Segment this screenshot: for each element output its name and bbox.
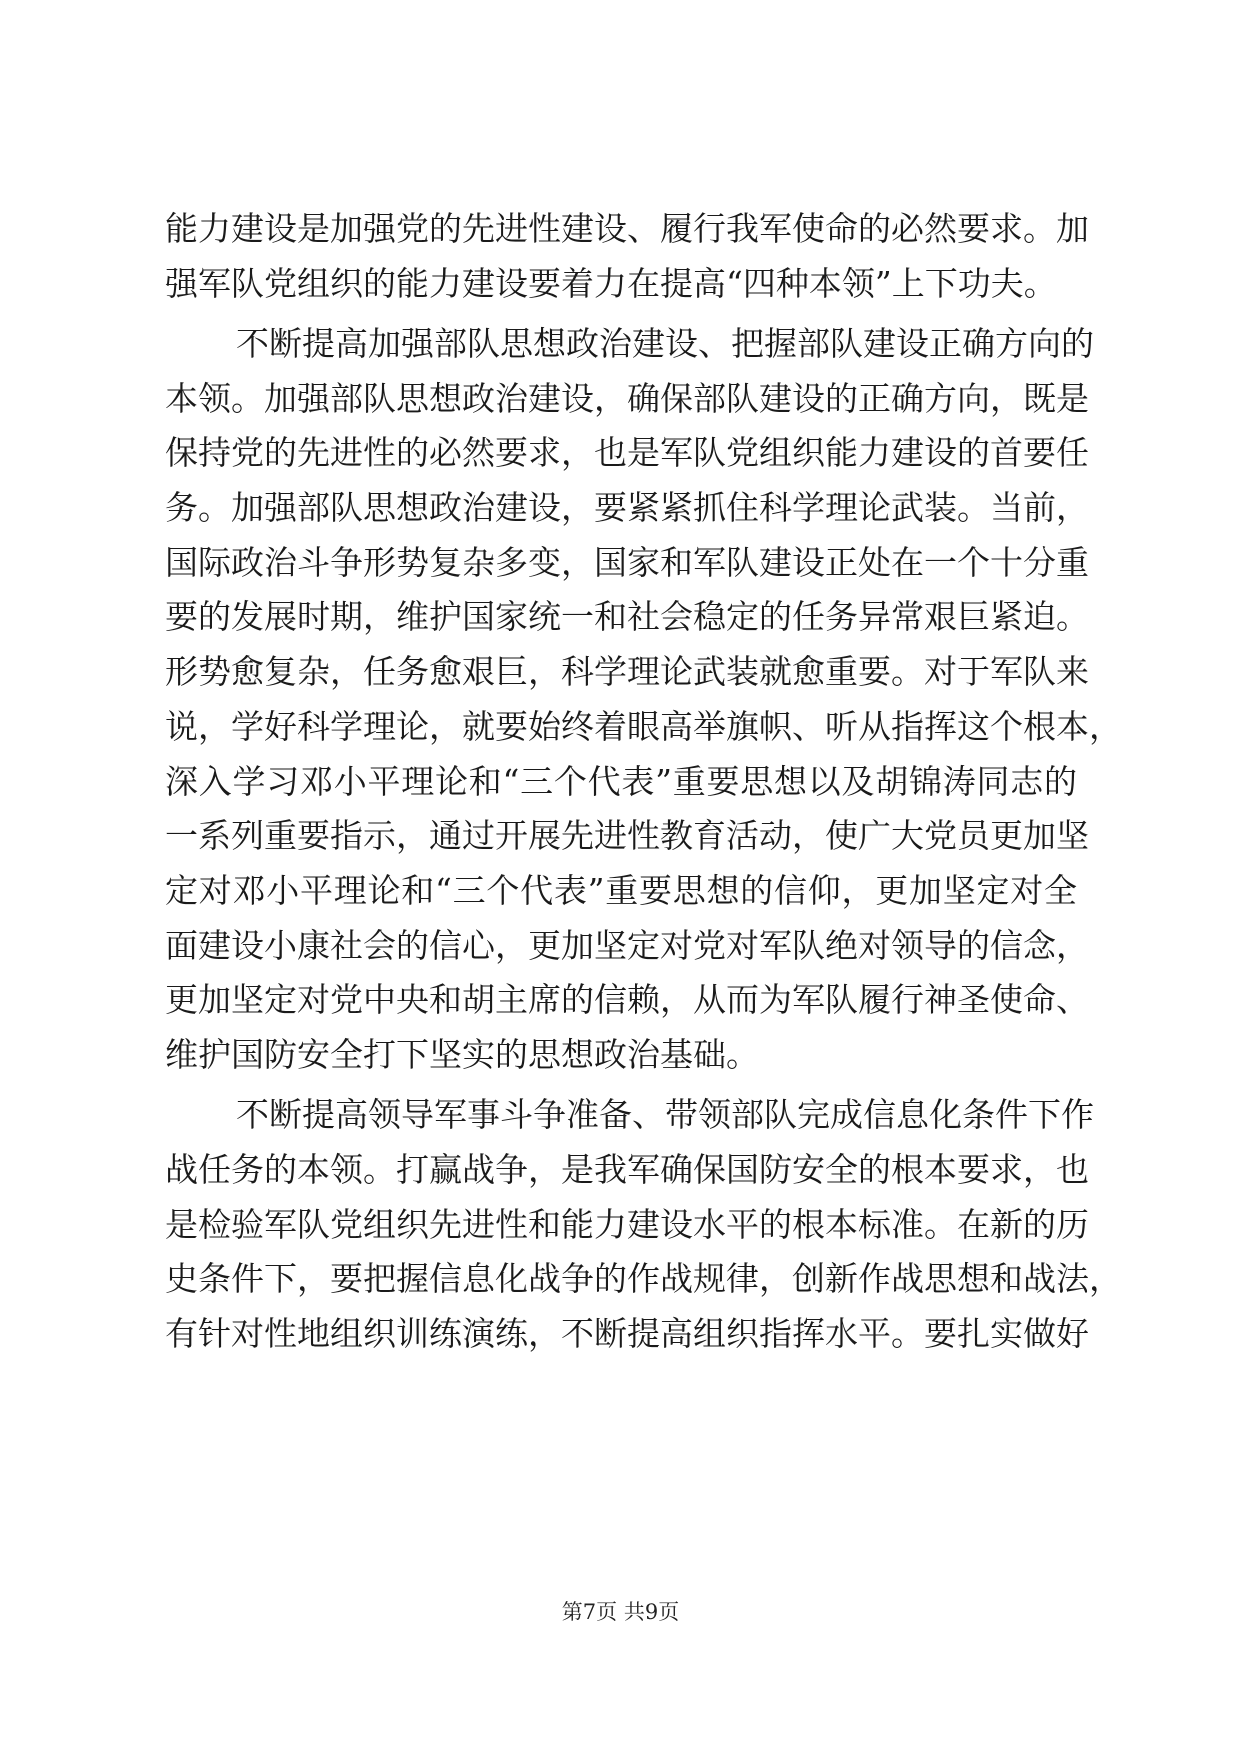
text-line: 深入学习邓小平理论和“三个代表”重要思想以及胡锦涛同志的 [165, 762, 1077, 801]
text-line: 定对邓小平理论和“三个代表”重要思想的信仰，更加坚定对全 [165, 871, 1077, 910]
text-line: 有针对性地组织训练演练，不断提高组织指挥水平。要扎实做好 [165, 1314, 1089, 1353]
text-line: 维护国防安全打下坚实的思想政治基础。 [165, 1035, 759, 1074]
text-line: 能力建设是加强党的先进性建设、履行我军使命的必然要求。加 [165, 209, 1089, 248]
text-line: 一系列重要指示，通过开展先进性教育活动，使广大党员更加坚 [165, 816, 1089, 855]
text-line: 战任务的本领。打赢战争，是我军确保国防安全的根本要求，也 [165, 1150, 1089, 1189]
text-line: 保持党的先进性的必然要求，也是军队党组织能力建设的首要任 [165, 433, 1089, 472]
text-line: 是检验军队党组织先进性和能力建设水平的根本标准。在新的历 [165, 1205, 1089, 1244]
paragraph-first-line: 不断提高领导军事斗争准备、带领部队完成信息化条件下作 [236, 1095, 1094, 1134]
text-line: 本领。加强部队思想政治建设，确保部队建设的正确方向，既是 [165, 379, 1089, 418]
text-line: 务。加强部队思想政治建设，要紧紧抓住科学理论武装。当前， [165, 488, 1089, 527]
text-line: 面建设小康社会的信心，更加坚定对党对军队绝对领导的信念， [165, 926, 1089, 965]
text-line: 史条件下，要把握信息化战争的作战规律，创新作战思想和战法， [165, 1259, 1122, 1298]
text-line: 更加坚定对党中央和胡主席的信赖，从而为军队履行神圣使命、 [165, 980, 1089, 1019]
text-line: 形势愈复杂，任务愈艰巨，科学理论武装就愈重要。对于军队来 [165, 652, 1089, 691]
text-line: 要的发展时期，维护国家统一和社会稳定的任务异常艰巨紧迫。 [165, 597, 1089, 636]
text-line: 国际政治斗争形势复杂多变，国家和军队建设正处在一个十分重 [165, 543, 1089, 582]
page-footer: 第7页 共9页 [561, 1600, 680, 1624]
text-line: 说，学好科学理论，就要始终着眼高举旗帜、听从指挥这个根本， [165, 707, 1122, 746]
text-line: 强军队党组织的能力建设要着力在提高“四种本领”上下功夫。 [165, 264, 1057, 303]
paragraph-first-line: 不断提高加强部队思想政治建设、把握部队建设正确方向的 [236, 324, 1094, 363]
